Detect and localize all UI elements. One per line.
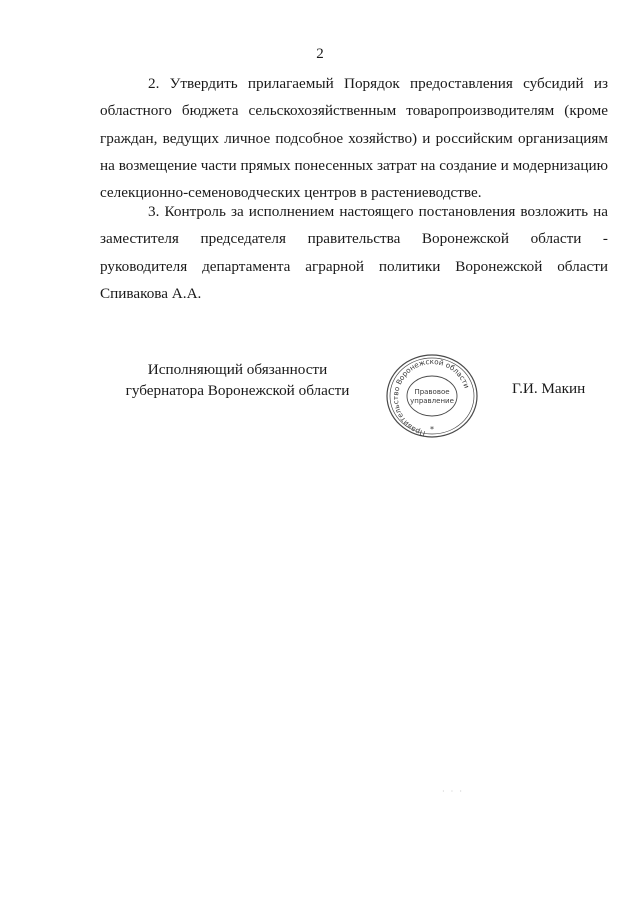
signatory-name: Г.И. Макин <box>512 380 586 397</box>
seal-center-line1: Правовое <box>414 388 450 396</box>
paragraph-control-assignment: 3. Контроль за исполнением настоящего постановления возложить на заместителя председателя правительства Воронежской области - руководителя департамента аграрной политики Воронежской области Спивакова А.А. <box>100 203 608 302</box>
signatory-position-line2: губернатора Воронежской области <box>125 382 350 399</box>
signatory-position <box>110 359 365 401</box>
seal-star: * <box>430 425 434 434</box>
seal-center-line2: управление <box>410 397 454 405</box>
paragraph-approve-procedure: 2. Утвердить прилагаемый Порядок предоставления субсидий из областного бюджета сельскохозяйственным товаропроизводителям (кроме граждан, ведущих личное подсобное хозяйство) и российским организациям на возмещение части прямых понесенных затрат на создание и модернизацию селекционно-семеноводческих центров в растениеводстве. <box>100 75 608 202</box>
signatory-position-line1: Исполняющий обязанности <box>147 361 328 378</box>
page-number: 2 <box>316 46 324 62</box>
seal-ring-text: Правительство Воронежской области <box>391 356 472 439</box>
official-seal-stamp <box>384 353 480 439</box>
faint-scan-marks: · · · <box>442 787 464 796</box>
